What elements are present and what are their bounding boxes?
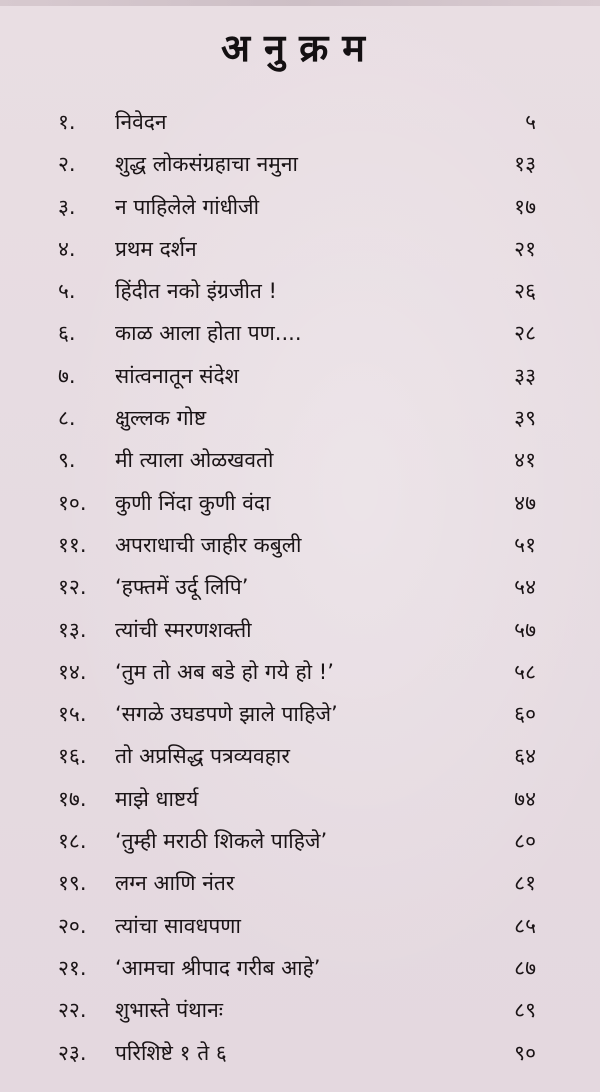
entry-title: ‘हफ्तमें उर्दू लिपि’	[115, 575, 249, 600]
entry-title: हिंदीत नको इंग्रजीत !	[115, 279, 277, 304]
entry-number: ४.	[58, 236, 76, 261]
toc-entry	[0, 355, 600, 397]
entry-title: तो अप्रसिद्ध पत्रव्यवहार	[115, 744, 290, 769]
toc-entry	[0, 862, 600, 904]
page-title: अनुक्रम	[220, 26, 380, 70]
toc-entry	[0, 820, 600, 862]
entry-page-number: ५७	[514, 617, 536, 642]
entry-number: १६.	[58, 744, 87, 769]
entry-number: १९.	[58, 871, 87, 896]
entry-number: २३.	[58, 1040, 87, 1065]
entry-title: ‘तुम्ही मराठी शिकले पाहिजे’	[115, 829, 328, 854]
toc-entry	[0, 439, 600, 481]
entry-page-number: ३३	[514, 363, 536, 388]
entry-page-number: १७	[514, 194, 536, 219]
toc-entry	[0, 609, 600, 651]
toc-entry	[0, 905, 600, 947]
toc-entry	[0, 397, 600, 439]
entry-page-number: ८०	[514, 829, 536, 854]
toc-entry	[0, 228, 600, 270]
entry-title: ‘तुम तो अब बडे हो गये हो !’	[115, 659, 334, 684]
toc-entry	[0, 693, 600, 735]
entry-number: ७.	[58, 363, 76, 388]
entry-page-number: ५१	[514, 532, 536, 557]
entry-number: २.	[58, 152, 76, 177]
entry-number: १०.	[58, 490, 87, 515]
entry-page-number: ६०	[514, 702, 536, 727]
entry-page-number: २१	[514, 236, 536, 261]
entry-page-number: ८७	[514, 955, 536, 980]
entry-number: १२.	[58, 575, 87, 600]
toc-entry	[0, 270, 600, 312]
entry-number: ९.	[58, 448, 76, 473]
table-of-contents	[0, 101, 600, 1074]
entry-title: मी त्याला ओळखवतो	[115, 448, 274, 473]
entry-page-number: १३	[514, 152, 536, 177]
toc-entry	[0, 143, 600, 185]
entry-title: लग्न आणि नंतर	[115, 871, 235, 896]
entry-number: २०.	[58, 913, 87, 938]
entry-page-number: ५	[525, 110, 536, 134]
entry-number: १७.	[58, 786, 87, 811]
toc-entry	[0, 1032, 600, 1074]
entry-title: शुभास्ते पंथानः	[115, 998, 223, 1023]
entry-page-number: ८९	[514, 998, 536, 1023]
toc-entry	[0, 778, 600, 820]
toc-entry	[0, 482, 600, 524]
entry-title: त्यांची स्मरणशक्ती	[115, 617, 252, 642]
toc-entry	[0, 566, 600, 608]
entry-number: ११.	[58, 532, 87, 557]
entry-title: परिशिष्टे १ ते ६	[115, 1040, 227, 1065]
page-top-edge	[0, 0, 600, 6]
entry-page-number: २८	[514, 321, 536, 346]
entry-number: १३.	[58, 617, 87, 642]
toc-entry	[0, 186, 600, 228]
entry-title: ‘सगळे उघडपणे झाले पाहिजे’	[115, 702, 338, 727]
entry-page-number: २६	[514, 279, 536, 304]
entry-page-number: ५४	[514, 575, 536, 600]
toc-entry	[0, 735, 600, 777]
toc-entry	[0, 989, 600, 1031]
entry-page-number: ५८	[514, 659, 536, 684]
toc-entry	[0, 524, 600, 566]
entry-number: २२.	[58, 998, 87, 1023]
entry-page-number: ८१	[514, 871, 536, 896]
entry-number: ५.	[58, 279, 76, 304]
entry-number: १.	[58, 110, 76, 134]
entry-number: १८.	[58, 829, 87, 854]
entry-title: निवेदन	[115, 110, 167, 134]
entry-number: ६.	[58, 321, 76, 346]
entry-number: १५.	[58, 702, 87, 727]
entry-number: ३.	[58, 194, 76, 219]
entry-number: ८.	[58, 406, 76, 431]
entry-title: न पाहिलेले गांधीजी	[115, 194, 260, 219]
toc-entry	[0, 101, 600, 143]
entry-page-number: ८५	[514, 913, 536, 938]
toc-entry	[0, 651, 600, 693]
entry-title: क्षुल्लक गोष्ट	[115, 406, 207, 431]
entry-title: काळ आला होता पण....	[115, 321, 302, 346]
entry-title: त्यांचा सावधपणा	[115, 913, 241, 938]
entry-page-number: ३९	[514, 406, 536, 431]
toc-entry	[0, 947, 600, 989]
entry-page-number: ४७	[514, 490, 536, 515]
entry-title: प्रथम दर्शन	[115, 236, 197, 261]
toc-entry	[0, 312, 600, 354]
entry-page-number: ४१	[514, 448, 536, 473]
entry-page-number: ७४	[514, 786, 536, 811]
entry-title: शुद्ध लोकसंग्रहाचा नमुना	[115, 152, 298, 177]
entry-page-number: ६४	[514, 744, 536, 769]
entry-page-number: ९०	[514, 1040, 536, 1065]
entry-number: २१.	[58, 955, 87, 980]
entry-title: ‘आमचा श्रीपाद गरीब आहे’	[115, 955, 321, 980]
entry-number: १४.	[58, 659, 87, 684]
entry-title: कुणी निंदा कुणी वंदा	[115, 490, 271, 515]
entry-title: सांत्वनातून संदेश	[115, 363, 239, 388]
entry-title: अपराधाची जाहीर कबुली	[115, 532, 302, 557]
entry-title: माझे धाष्टर्य	[115, 786, 199, 811]
